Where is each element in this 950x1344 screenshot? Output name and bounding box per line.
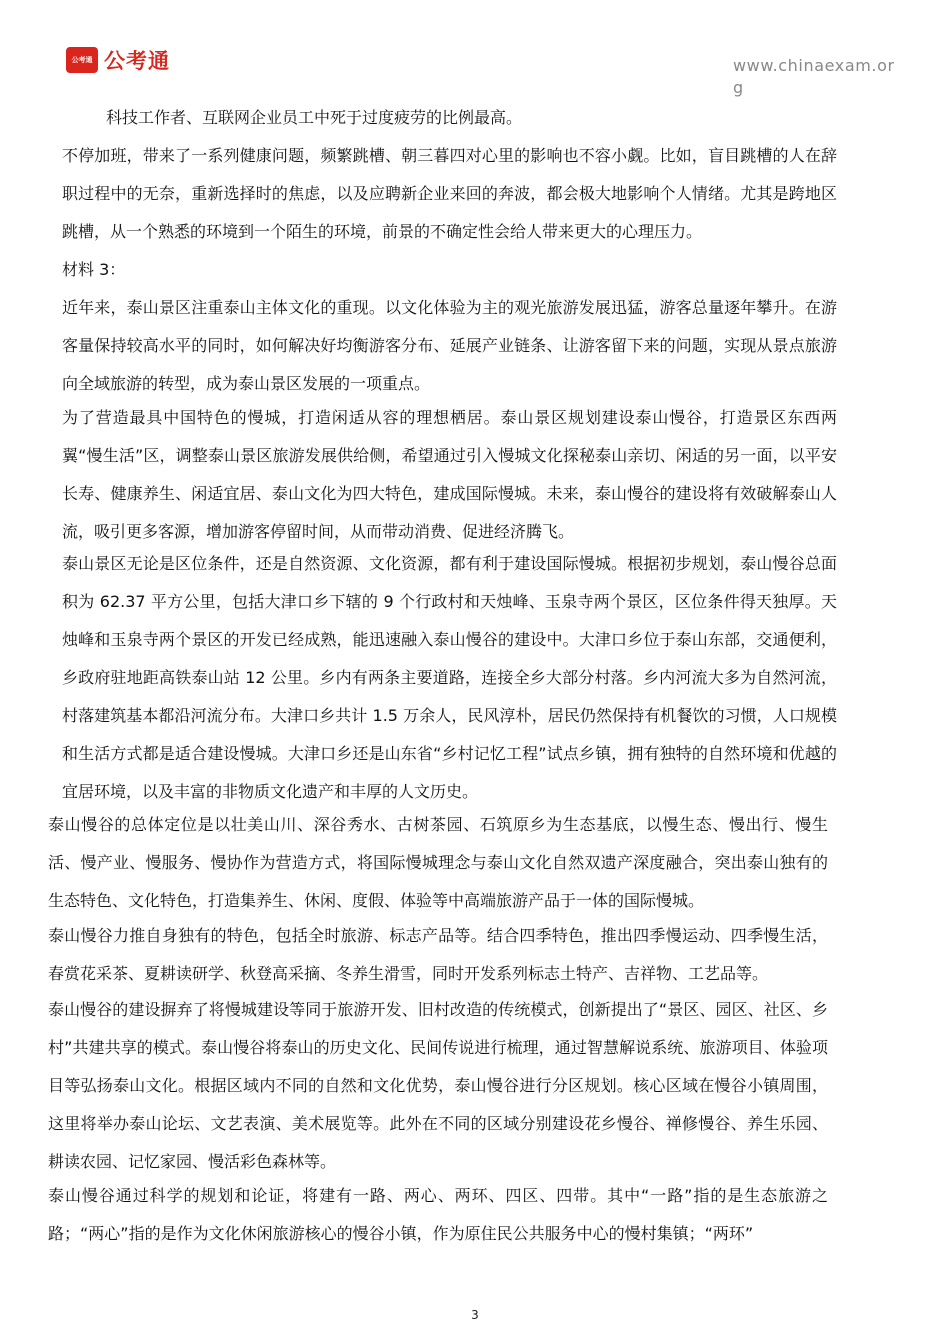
logo-text: 公考通: [104, 49, 170, 73]
paragraph-8: 泰山慢谷力推自身独有的特色，包括全时旅游、标志产品等。结合四季特色，推出四季慢运动、四季慢生活，春赏花采茶、夏耕读研学、秋登高采摘、冬养生滑雪，同时开发系列标志土特产、吉祥物、工艺品等。: [48, 926, 828, 983]
site-url: www.chinaexam.org: [733, 56, 895, 97]
paragraph-1: 科技工作者、互联网企业员工中死于过度疲劳的比例最高。: [106, 108, 523, 127]
paragraph-5: 为了营造最具中国特色的慢城，打造闲适从容的理想栖居。泰山景区规划建设泰山慢谷，打造景区东西两翼“慢生活”区，调整泰山景区旅游发展供给侧，希望通过引入慢城文化探秘泰山亲切、闲适的另一面，以平安长寿、健康养生、闲适宜居、泰山文化为四大特色，建成国际慢城。未来，泰山慢谷的建设将有效破解泰山人流，吸引更多客源，增加游客停留时间，从而带动消费、促进经济腾飞。: [62, 408, 837, 541]
brand-logo: [66, 45, 170, 75]
paragraph-2: 不停加班，带来了一系列健康问题，频繁跳槽、朝三暮四对心里的影响也不容小觑。比如，盲目跳槽的人在辞职过程中的无奈，重新选择时的焦虑，以及应聘新企业来回的奔波，都会极大地影响个人情绪。尤其是跨地区跳槽，从一个熟悉的环境到一个陌生的环境，前景的不确定性会给人带来更大的心理压力。: [62, 146, 837, 241]
paragraph-10: 泰山慢谷通过科学的规划和论证，将建有一路、两心、两环、四区、四带。其中“一路”指的是生态旅游之路；“两心”指的是作为文化休闲旅游核心的慢谷小镇，作为原住民公共服务中心的慢村集镇；“两环”: [48, 1186, 828, 1243]
paragraph-3: 材料 3：: [62, 260, 126, 279]
page-number: 3: [471, 1308, 479, 1322]
paragraph-7: 泰山慢谷的总体定位是以壮美山川、深谷秀水、古树茶园、石筑原乡为生态基底，以慢生态、慢出行、慢生活、慢产业、慢服务、慢协作为营造方式，将国际慢城理念与泰山文化自然双遗产深度融合，突出泰山独有的生态特色、文化特色，打造集养生、休闲、度假、体验等中高端旅游产品于一体的国际慢城。: [48, 815, 828, 910]
page-header: [0, 0, 950, 95]
paragraph-9: 泰山慢谷的建设摒弃了将慢城建设等同于旅游开发、旧村改造的传统模式，创新提出了“景区、园区、社区、乡村”共建共享的模式。泰山慢谷将泰山的历史文化、民间传说进行梳理，通过智慧解说系统、旅游项目、体验项目等弘扬泰山文化。根据区域内不同的自然和文化优势，泰山慢谷进行分区规划。核心区域在慢谷小镇周围，这里将举办泰山论坛、文艺表演、美术展览等。此外在不同的区域分别建设花乡慢谷、禅修慢谷、养生乐园、耕读农园、记忆家园、慢活彩色森林等。: [48, 1000, 828, 1171]
paragraph-6: 泰山景区无论是区位条件，还是自然资源、文化资源，都有利于建设国际慢城。根据初步规划，泰山慢谷总面积为 62.37 平方公里，包括大津口乡下辖的 9 个行政村和天烛峰、玉泉寺两个景区，区位条件得天独厚。天烛峰和玉泉寺两个景区的开发已经成熟，能迅速融入泰山慢谷的建设中。大津口乡位于泰山东部，交通便利，乡政府驻地距高铁泰山站 12 公里。乡内有两条主要道路，连接全乡大部分村落。乡内河流大多为自然河流，村落建筑基本都沿河流分布。大津口乡共计 1.5 万余人，民风淳朴，居民仍然保持有机餐饮的习惯，人口规模和生活方式都是适合建设慢城。大津口乡还是山东省“乡村记忆工程”试点乡镇，拥有独特的自然环境和优越的宜居环境，以及丰富的非物质文化遗产和丰厚的人文历史。: [62, 554, 837, 801]
logo-badge-icon: 公考通: [66, 47, 98, 73]
paragraph-4: 近年来，泰山景区注重泰山主体文化的重现。以文化体验为主的观光旅游发展迅猛，游客总量逐年攀升。在游客量保持较高水平的同时，如何解决好均衡游客分布、延展产业链条、让游客留下来的问题，实现从景点旅游向全域旅游的转型，成为泰山景区发展的一项重点。: [62, 298, 837, 393]
